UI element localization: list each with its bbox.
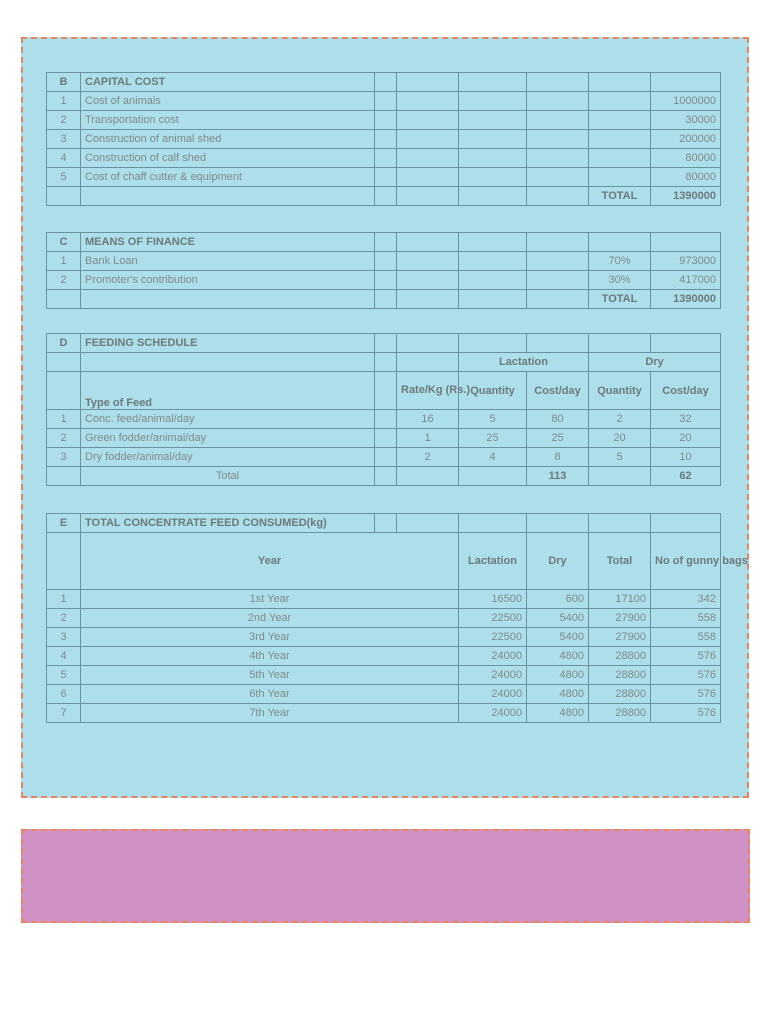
table-row: 2 Green fodder/animal/day 1 25 25 20 20: [47, 429, 721, 448]
section-code: D: [47, 334, 81, 353]
dry-quantity-header: Quantity: [589, 372, 651, 410]
type-of-feed-header: Type of Feed: [81, 372, 375, 410]
table-row: 2 Promoter's contribution 30% 417000: [47, 271, 721, 290]
table-row: 3 Dry fodder/animal/day 2 4 8 5 10: [47, 448, 721, 467]
lactation-header: Lactation: [459, 533, 527, 590]
total-row: [47, 187, 721, 206]
table-row: 5 Cost of chaff cutter & equipment 80000: [47, 168, 721, 187]
column-header-row: [47, 372, 721, 410]
total-value: 1390000: [651, 187, 721, 206]
year-header: Year: [81, 533, 459, 590]
table-row: 1 1st Year 16500 600 17100 342: [47, 590, 721, 609]
total-value: 1390000: [651, 290, 721, 309]
total-label: TOTAL: [589, 290, 651, 309]
section-title: CAPITAL COST: [81, 73, 375, 92]
section-title: FEEDING SCHEDULE: [81, 334, 375, 353]
table-row: 1 Cost of animals 1000000: [47, 92, 721, 111]
section-header-row: [47, 334, 721, 353]
section-code: E: [47, 514, 81, 533]
concentrate-feed-table: [46, 513, 748, 723]
lactation-total: 113: [527, 467, 589, 486]
total-row: [47, 467, 721, 486]
table-row: 2 Transportation cost 30000: [47, 111, 721, 130]
gunny-bags-header: No of gunny bags: [651, 533, 721, 590]
total-label: TOTAL: [589, 187, 651, 206]
total-label: Total: [81, 467, 375, 486]
total-header: Total: [589, 533, 651, 590]
lactation-group-header: Lactation: [459, 353, 589, 372]
rate-header: Rate/Kg (Rs.): [397, 372, 459, 410]
table-row: 3 Construction of animal shed 200000: [47, 130, 721, 149]
section-header-row: [47, 514, 721, 533]
dry-header: Dry: [527, 533, 589, 590]
table-row: 5 5th Year 24000 4800 28800 576: [47, 666, 721, 685]
lactation-quantity-header: Quantity: [459, 372, 527, 410]
dry-costday-header: Cost/day: [651, 372, 721, 410]
means-of-finance-table: [46, 232, 721, 309]
section-code: B: [47, 73, 81, 92]
table-row: 1 Conc. feed/animal/day 16 5 80 2 32: [47, 410, 721, 429]
table-row: 6 6th Year 24000 4800 28800 576: [47, 685, 721, 704]
table-row: 7 7th Year 24000 4800 28800 576: [47, 704, 721, 723]
total-row: [47, 290, 721, 309]
table-region: [21, 37, 749, 798]
capital-cost-rows: [47, 92, 721, 187]
lactation-costday-header: Cost/day: [527, 372, 589, 410]
footer-region: [21, 829, 750, 923]
table-row: 4 4th Year 24000 4800 28800 576: [47, 647, 721, 666]
table-row: 3 3rd Year 22500 5400 27900 558: [47, 628, 721, 647]
table-row: 1 Bank Loan 70% 973000: [47, 252, 721, 271]
section-header-row: [47, 73, 721, 92]
section-title: TOTAL CONCENTRATE FEED CONSUMED(kg): [81, 514, 375, 533]
column-header-row: [47, 533, 721, 590]
group-header-row: [47, 353, 721, 372]
dry-group-header: Dry: [589, 353, 721, 372]
section-title: MEANS OF FINANCE: [81, 233, 375, 252]
section-header-row: [47, 233, 721, 252]
table-row: 2 2nd Year 22500 5400 27900 558: [47, 609, 721, 628]
table-row: 4 Construction of calf shed 80000: [47, 149, 721, 168]
feeding-schedule-table: [46, 333, 721, 486]
section-code: C: [47, 233, 81, 252]
dry-total: 62: [651, 467, 721, 486]
capital-cost-table: [46, 72, 721, 206]
